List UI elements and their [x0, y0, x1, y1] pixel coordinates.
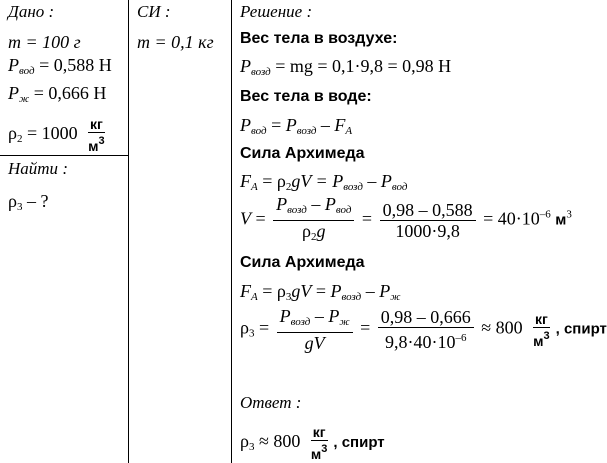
density-fraction-numeric: $\frac{0,98 - 0,666}{9,8\cdot 40\cdot 10^{-6}}$ [378, 307, 474, 352]
column-divider-right [231, 0, 232, 463]
archimedes-equation-1: $F_A = \rho_2gV = P_{возд} - P_{вод}$ [240, 171, 408, 193]
density-equation: $\rho_3$ = $\frac{P_{возд} - P_ж}{gV}$ = $\frac{0,98 - 0,666}{9,8\cdot 40\cdot 10^{-6}}$ ≈ 800 $\frac{кг}{м^3}$ , спирт [240, 306, 607, 353]
weight-air-title: Вес тела в воздухе: [240, 30, 398, 47]
archimedes-equation-2: $F_A = \rho_3gV = P_{возд} - P_ж$ [240, 281, 401, 303]
volume-fraction-numeric: $\frac{0,98 - 0,588}{1000\cdot 9,8}$ [380, 200, 476, 241]
archimedes-title-2: Сила Архимеда [240, 254, 365, 271]
weight-water-equation: $P_{вод} = P_{возд} - F_A$ [240, 115, 353, 137]
given-header: Дано : [8, 2, 55, 21]
given-mass: m = 100 г [8, 32, 81, 52]
answer-unit: $\frac{кг}{м^3}$ [310, 424, 328, 462]
weight-air-equation: $P_{возд}$ = mg = 0,1·9,8 = 0,98 Н [240, 56, 452, 78]
archimedes-title-1: Сила Архимеда [240, 145, 365, 162]
si-header: СИ : [137, 2, 171, 21]
solution-header: Решение : [240, 2, 313, 21]
given-weight-water: $P_{вод} = 0,588$ Н [8, 55, 112, 77]
volume-equation: V = $\frac{P_{возд} - P_{вод}}{\rho_2g}$ = $\frac{0,98 - 0,588}{1000\cdot 9,8}$ = $40\cdot 10^{-6}$ $м^3$ [240, 194, 572, 247]
si-mass: m = 0,1 кг [137, 32, 214, 52]
weight-water-title: Вес тела в воде: [240, 88, 372, 105]
given-density-water: $\rho_2 = 1000$ $\frac{кг}{м^3}$ [8, 116, 105, 154]
column-divider-left [128, 0, 129, 463]
given-find-divider [0, 155, 128, 156]
density-unit: $\frac{кг}{м^3}$ [533, 310, 550, 349]
volume-fraction-symbolic: $\frac{P_{возд} - P_{вод}}{\rho_2g}$ [273, 194, 354, 247]
given-density-unit: $\frac{кг}{м^3}$ [88, 116, 105, 154]
find-item: $\rho_3$ – ? [8, 191, 49, 213]
answer-header: Ответ : [240, 393, 302, 412]
density-fraction-symbolic: $\frac{P_{возд} - P_ж}{gV}$ [277, 306, 353, 353]
find-header: Найти : [8, 159, 68, 178]
answer-equation: $\rho_3 \approx 800$ $\frac{кг}{м^3}$ , спирт [240, 424, 385, 462]
given-weight-liquid: $P_ж = 0,666$ Н [8, 83, 107, 105]
